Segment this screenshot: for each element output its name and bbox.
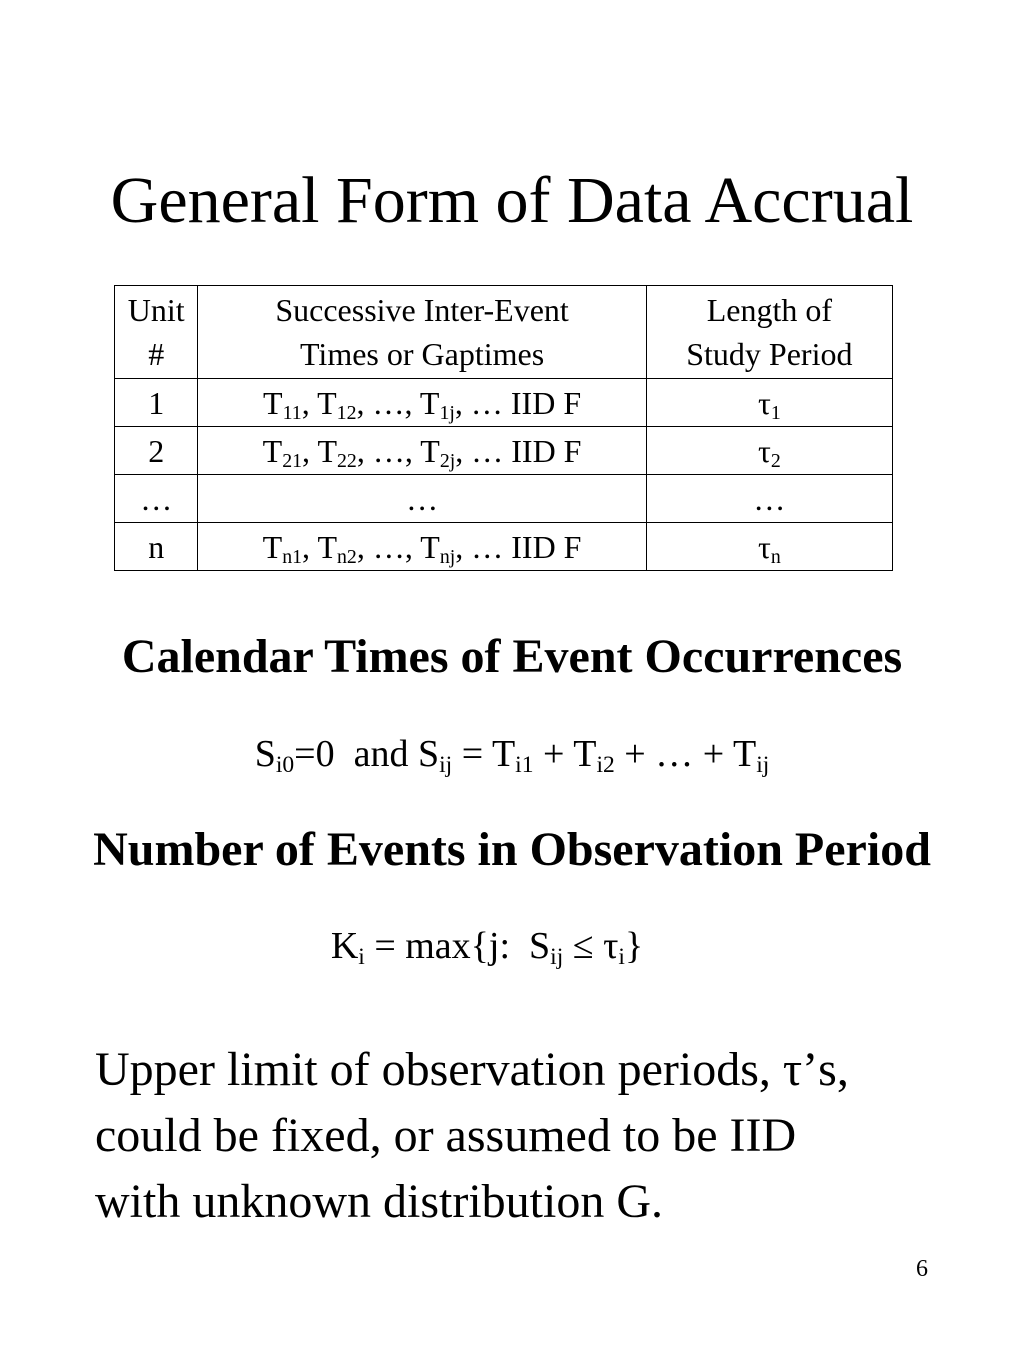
formula-s: S: [254, 733, 276, 775]
events-count-formula: [0, 922, 999, 970]
gap-sub-j: 1j: [439, 401, 455, 424]
gap-t: T: [262, 529, 283, 565]
formula-text: ≤ τ: [563, 925, 619, 967]
slide-title: General Form of Data Accrual: [110, 164, 914, 237]
header-study-length-line2: Study Period: [686, 336, 853, 372]
cell-unit: …: [115, 475, 198, 523]
formula-sub: ij: [550, 943, 564, 970]
gap-sub-2: 22: [337, 449, 357, 472]
gap-sub-j: nj: [439, 545, 456, 568]
formula-sub: i1: [515, 751, 534, 778]
cell-study-length: [646, 379, 892, 427]
gap-tail: , … IID F: [455, 529, 582, 565]
tau-symbol: τ: [757, 529, 771, 565]
formula-sub: i0: [275, 751, 295, 778]
table-row: [115, 475, 893, 523]
gap-sep-2: , …, T: [356, 385, 440, 421]
note-line-1: Upper limit of observation periods, τ’s,: [95, 1043, 849, 1096]
formula-text: = T: [452, 733, 516, 775]
note-line-2: could be fixed, or assumed to be IID: [95, 1109, 797, 1162]
gap-sep-1: , T: [302, 529, 338, 565]
table-row: [115, 427, 893, 475]
formula-text: }: [624, 925, 644, 967]
tau-sub: 1: [770, 401, 781, 424]
cell-gaptimes: [198, 379, 646, 427]
cell-study-length: [646, 523, 892, 571]
gap-sub-2: n2: [337, 545, 357, 568]
cell-gaptimes: …: [198, 475, 646, 523]
cell-unit: n: [115, 523, 198, 571]
gap-sep-2: , …, T: [356, 433, 440, 469]
gap-sub-2: 12: [336, 401, 357, 424]
header-unit: [115, 286, 198, 379]
formula-sub: ij: [439, 751, 453, 778]
formula-text: + … + T: [614, 733, 757, 775]
tau-symbol: τ: [757, 385, 771, 421]
gap-sub-1: 21: [282, 449, 303, 472]
header-gaptimes-line2: Times or Gaptimes: [300, 336, 545, 372]
gap-tail: , … IID F: [454, 385, 582, 421]
cell-unit: 1: [115, 379, 198, 427]
gap-t: T: [263, 385, 283, 421]
header-study-length: [646, 286, 892, 379]
cell-unit: 2: [115, 427, 198, 475]
data-accrual-table: [114, 285, 893, 571]
header-study-length-line1: Length of: [706, 292, 832, 328]
calendar-times-formula: [0, 730, 1024, 778]
page-number: 6: [916, 1256, 928, 1282]
tau-symbol: τ: [757, 433, 771, 469]
gap-tail: , … IID F: [455, 433, 582, 469]
note-line-3: with unknown distribution G.: [95, 1175, 664, 1228]
events-count-heading: Number of Events in Observation Period: [93, 823, 931, 876]
gap-sub-1: n1: [282, 545, 303, 568]
table-header-row: [115, 286, 893, 379]
formula-sub: i2: [596, 751, 615, 778]
gap-sub-1: 11: [282, 401, 302, 424]
gap-sub-j: 2j: [439, 449, 456, 472]
table-row: [115, 523, 893, 571]
cell-study-length: [646, 427, 892, 475]
cell-study-length: …: [646, 475, 892, 523]
header-unit-line2: #: [148, 336, 165, 372]
cell-gaptimes: [198, 427, 646, 475]
tau-sub: 2: [770, 449, 781, 472]
gap-t: T: [262, 433, 283, 469]
gap-sep-1: , T: [302, 433, 338, 469]
formula-text: =0 and S: [294, 733, 440, 775]
formula-text: = max{j: S: [364, 925, 551, 967]
header-gaptimes: [198, 286, 646, 379]
tau-sub: n: [770, 545, 781, 568]
table-row: [115, 379, 893, 427]
formula-k: K: [330, 925, 359, 967]
formula-sub: ij: [756, 751, 770, 778]
header-gaptimes-line1: Successive Inter-Event: [275, 292, 569, 328]
formula-sub: i: [618, 943, 625, 970]
formula-sub: i: [358, 943, 365, 970]
gap-sep-2: , …, T: [356, 529, 440, 565]
header-unit-line1: Unit: [127, 292, 185, 328]
cell-gaptimes: [198, 523, 646, 571]
gap-sep-1: , T: [301, 385, 337, 421]
observation-limit-note: [95, 1037, 975, 1235]
calendar-times-heading: Calendar Times of Event Occurrences: [121, 630, 903, 683]
formula-text: + T: [533, 733, 597, 775]
